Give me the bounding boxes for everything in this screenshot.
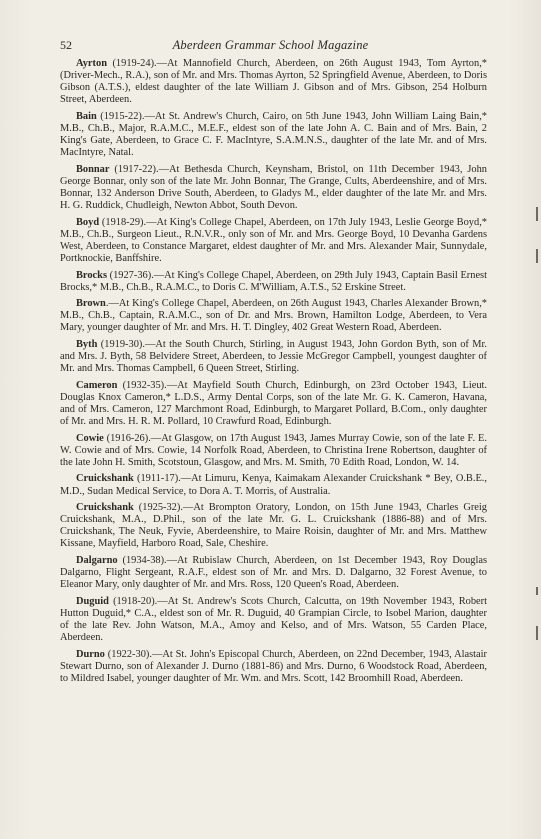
- entry-surname: Bain: [76, 110, 97, 122]
- entry-text: (1925-32).—At Brompton Oratory, London, on 15th June 1943, Charles Greig Cruickshank, M.A., D.Phil., son of the late Mr. G. L. Cruickshank (1886-88) and of Mrs. Cruickshank, The Neuk, Fyvie, Aberdeenshire, to Maire Roisin, daughter of Mr. and Mrs. Matthew Kissane, Mayfield, Harboro Road, Sale, Cheshire.: [60, 502, 487, 550]
- entry-text: (1919-24).—At Mannofield Church, Aberdeen, on 26th August 1943, Tom Ayrton,* (Driver-Mech., R.A.), son of Mr. and Mrs. Thomas Ayrton, 52 Springfield Avenue, Aberdeen, to Doris Gibson (A.T.S.), eldest daughter of the late William J. Gibson and of Mrs. Gibson, 254 Holburn Street, Aberdeen.: [60, 58, 487, 106]
- entry-surname: Cowie: [76, 432, 104, 444]
- entry-surname: Duguid: [76, 595, 109, 607]
- marriage-entry: [60, 217, 487, 265]
- entry-surname: Boyd: [76, 216, 100, 228]
- edge-mark: [536, 249, 538, 263]
- entry-text: (1918-29).—At King's College Chapel, Aberdeen, on 17th July 1943, Leslie George Boyd,* M.B., Ch.B., Surgeon Lieut., R.N.V.R., only son of Mr. and Mrs. George Boyd, 10 Devanha Gardens West, Aberdeen, to Constance Margaret, eldest daughter of Mr. and Mrs. Alexander Mair, Sunnydale, Portknockie, Banffshire.: [60, 216, 487, 264]
- marriage-entry: [60, 380, 487, 428]
- entry-text: (1917-22).—At Bethesda Church, Keynsham, Bristol, on 11th December 1943, John George Bonnar, only son of the late Mr. John Bonnar, The Grange, Cults, Aberdeenshire, and of Mrs. Bonnar, 132 Anderson Drive South, Aberdeen, to Gladys M., elder daughter of the late Mr. and Mrs. H. G. Ruddick, Chudleigh, Newton Abbot, South Devon.: [60, 163, 487, 212]
- marriage-entry: [60, 596, 487, 644]
- entry-text: (1916-26).—At Glasgow, on 17th August 1943, James Murray Cowie, son of the late F. E. W. Cowie and of Mrs. Cowie, 14 Norfolk Road, Aberdeen, to Christina Irene Robertson, daughter of the late John H. Smith, Scotstoun, Glasgow, and Mrs. M. Smith, 70 Edith Road, London, W. 14.: [60, 432, 487, 468]
- edge-mark: [536, 207, 538, 221]
- marriage-entry: [60, 555, 487, 591]
- marriage-entry: [60, 502, 487, 550]
- marriage-entry: [60, 433, 487, 469]
- entry-surname: Bonnar: [76, 163, 110, 175]
- marriage-entry: [60, 298, 487, 334]
- entry-surname: Cruickshank: [76, 502, 134, 514]
- entry-text: .—At King's College Chapel, Aberdeen, on 26th August 1943, Charles Alexander Brown,* M.B., Ch.B., Captain, R.A.M.C., son of Dr. and Mrs. Brown, Hamilton Lodge, Aberdeen, to Vera Mary, younger daughter of Mr. and Mrs. H. T. Dingley, 402 Great Western Road, Aberdeen.: [60, 298, 487, 334]
- entry-surname: Dalgarno: [76, 554, 118, 566]
- entry-surname: Durno: [76, 648, 105, 660]
- entry-text: (1911-17).—At Limuru, Kenya, Kaimakam Alexander Cruickshank * Bey, O.B.E., M.D., Sudan Medical Service, to Dora A. T. Morris, of Australia.: [60, 473, 487, 497]
- marriage-entry: [60, 58, 487, 106]
- marriage-entry: [60, 270, 487, 294]
- entry-surname: Cruickshank: [76, 473, 134, 485]
- entry-surname: Ayrton: [76, 58, 107, 69]
- entry-text: (1915-22).—At St. Andrew's Church, Cairo, on 5th June 1943, John William Laing Bain,* M.B., Ch.B., Major, R.A.M.C., M.E.F., eldest son of the late John A. C. Bain and of Mrs. Bain, 2 King's Gate, Aberdeen, to Grace C. F. MacIntyre, S.A.M.N.S., daughter of the late Mr. and of Mrs. MacIntyre, Natal.: [60, 110, 487, 159]
- page-number: 52: [60, 38, 72, 52]
- entry-surname: Brocks: [76, 269, 107, 281]
- marriage-entry: [60, 164, 487, 212]
- edge-mark: [536, 626, 538, 640]
- page-header: [60, 38, 481, 54]
- entry-text: (1934-38).—At Rubislaw Church, Aberdeen, on 1st December 1943, Roy Douglas Dalgarno, Flight Sergeant, R.A.F., eldest son of Mr. and Mrs. D. Dalgarno, 32 Forest Avenue, to Eleanor Mary, only daughter of Mr. and Mrs. Ross, 120 Queen's Road, Aberdeen.: [60, 554, 487, 591]
- marriage-entry: [60, 649, 487, 685]
- entry-surname: Cameron: [76, 379, 118, 391]
- entry-text: (1918-20).—At St. Andrew's Scots Church, Calcutta, on 19th November 1943, Robert Hutton Duguid,* C.A., eldest son of Mr. R. Duguid, 40 Grampian Circle, to Isobel Marion, daughter of the late Rev. John Watson, M.A., Amoy and Kelso, and of Mrs. Watson, 55 Carden Place, Aberdeen.: [60, 595, 487, 644]
- running-head: Aberdeen Grammar School Magazine: [172, 38, 369, 52]
- marriage-entry: [60, 111, 487, 159]
- marriage-entry: [60, 339, 487, 375]
- edge-mark: [536, 587, 538, 595]
- entry-surname: Byth: [76, 338, 98, 350]
- entry-text: (1919-30).—At the South Church, Stirling, in August 1943, John Gordon Byth, son of Mr. and Mrs. J. Byth, 58 Belvidere Street, Aberdeen, to Jessie McGregor Campbell, youngest daughter of Mr. and Mrs. Thomas Campbell, 6 Queen Street, Stirling.: [60, 338, 487, 375]
- marriage-entry: [60, 473, 487, 497]
- marriage-entries: [60, 58, 487, 689]
- entry-text: (1922-30).—At St. John's Episcopal Church, Aberdeen, on 22nd December, 1943, Alastair Stewart Durno, son of Alexander J. Durno (1881-86) and Mrs. Durno, 6 Woodstock Road, Aberdeen, to Mildred Isabel, younger daughter of Mr. Wm. and Mrs. Scott, 142 Broomhill Road, Aberdeen.: [60, 648, 487, 684]
- entry-text: (1927-36).—At King's College Chapel, Aberdeen, on 29th July 1943, Captain Basil Ernest Brocks,* M.B., Ch.B., R.A.M.C., to Doris C. M'William, A.T.S., 52 Erskine Street.: [60, 269, 487, 293]
- entry-surname: Brown: [76, 298, 106, 310]
- entry-text: (1932-35).—At Mayfield South Church, Edinburgh, on 23rd October 1943, Lieut. Douglas Knox Cameron,* L.D.S., Army Dental Corps, son of the late Mr. G. K. Cameron, Havana, and of Mrs. Cameron, 127 Marchmont Road, Edinburgh, to Margaret Pollard, B.Com., only daughter of Mr. and Mrs. H. R. M. Pollard, 10 Crawfurd Road, Edinburgh.: [60, 379, 487, 428]
